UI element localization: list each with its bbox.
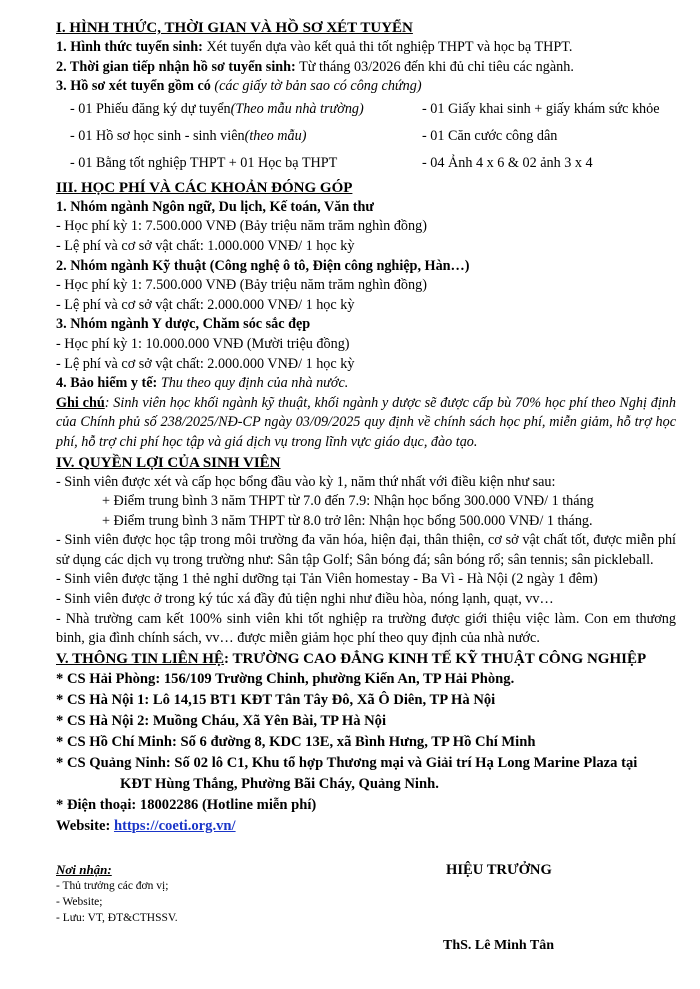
- fee-note: Ghi chú: Sinh viên học khối ngành kỹ thuật, khối ngành y dược sẽ được cấp bù 70% học phí theo Nghị định của Chính phủ số 238/2025/NĐ-CP ngày 03/09/2025 quy định về chính sách học phí, miễn giảm, hỗ trợ học phí, hỗ trợ chi phí học tập và giá dịch vụ trong lĩnh vực giáo dục, đào tạo.: [56, 394, 676, 450]
- fee-group-facility: - Lệ phí và cơ sở vật chất: 2.000.000 VNĐ/ 1 học kỳ: [56, 355, 355, 372]
- scholarship-intro: - Sinh viên được xét và cấp học bổng đầu vào kỳ 1, năm thứ nhất với điều kiện như sau:: [56, 473, 556, 490]
- admission-method: 1. Hình thức tuyển sinh: Xét tuyển dựa vào kết quả thi tốt nghiệp THPT và học bạ THPT.: [56, 39, 573, 55]
- signer-title: HIỆU TRƯỞNG: [446, 862, 552, 878]
- application-period: 2. Thời gian tiếp nhận hồ sơ tuyển sinh: Từ tháng 03/2026 đến khi đủ chỉ tiêu các ngành.: [56, 58, 574, 75]
- recipients-block: [56, 862, 178, 926]
- fee-group-tuition: - Học phí kỳ 1: 10.000.000 VNĐ (Mười triệu đồng): [56, 335, 350, 352]
- campus-address-continued: KĐT Hùng Thắng, Phường Bãi Cháy, Quảng Ninh.: [120, 775, 439, 792]
- recipient-item: - Lưu: VT, ĐT&CTHSSV.: [56, 912, 178, 924]
- doc-item: - 01 Bằng tốt nghiệp THPT + 01 Học bạ THPT: [70, 155, 338, 172]
- doc-item: - 01 Căn cước công dân: [422, 128, 558, 145]
- fee-group-name: 1. Nhóm ngành Ngôn ngữ, Du lịch, Kế toán, Văn thư: [56, 198, 374, 215]
- campus-address: * CS Hải Phòng: 156/109 Trường Chinh, phường Kiến An, TP Hải Phòng.: [56, 670, 515, 687]
- campus-address: * CS Hồ Chí Minh: Số 6 đường 8, KDC 13E, xã Bình Hưng, TP Hồ Chí Minh: [56, 733, 536, 750]
- signer-name: ThS. Lê Minh Tân: [443, 938, 555, 953]
- campus-address: * CS Quảng Ninh: Số 02 lô C1, Khu tổ hợp Thương mại và Giải trí Hạ Long Marine Plaza tại: [56, 754, 638, 771]
- fee-group-tuition: - Học phí kỳ 1: 7.500.000 VNĐ (Bảy triệu năm trăm nghìn đồng): [56, 218, 427, 235]
- section-3-title: III. HỌC PHÍ VÀ CÁC KHOẢN ĐÓNG GÓP: [56, 179, 353, 196]
- doc-item: - 01 Giấy khai sinh + giấy khám sức khỏe: [422, 101, 660, 118]
- section-4-title: IV. QUYỀN LỢI CỦA SINH VIÊN: [56, 454, 281, 471]
- recipient-item: - Thủ trưởng các đơn vị;: [56, 880, 169, 892]
- fee-group-name: 3. Nhóm ngành Y dược, Chăm sóc sắc đẹp: [56, 316, 311, 333]
- recipients-title: Nơi nhận:: [56, 862, 112, 877]
- fee-group-facility: - Lệ phí và cơ sở vật chất: 1.000.000 VNĐ/ 1 học kỳ: [56, 237, 355, 254]
- campus-address: * CS Hà Nội 1: Lô 14,15 BT1 KĐT Tân Tây Đô, Xã Ô Diên, TP Hà Nội: [56, 691, 496, 708]
- benefit-environment: - Sinh viên được học tập trong môi trường đa văn hóa, hiện đại, thân thiện, cơ sở vật chất tốt, được miễn phí sử dụng các dịch vụ trong trường như: Sân tập Golf; Sân bóng đá; sân bóng rổ; sân tennis; sân pickleball.: [56, 532, 676, 568]
- fee-group-facility: - Lệ phí và cơ sở vật chất: 2.000.000 VNĐ/ 1 học kỳ: [56, 296, 355, 313]
- benefit-job: - Nhà trường cam kết 100% sinh viên khi tốt nghiệp ra trường được giới thiệu việc làm. Con em thương binh, gia đình chính sách, vv… được miễn giảm học phí theo quy định của nhà nước.: [56, 610, 676, 647]
- fee-group-tuition: - Học phí kỳ 1: 7.500.000 VNĐ (Bảy triệu năm trăm nghìn đồng): [56, 277, 427, 294]
- health-insurance: 4. Bảo hiểm y tế: Thu theo quy định của nhà nước.: [56, 375, 349, 392]
- doc-item: - 01 Phiếu đăng ký dự tuyển (Theo mẫu nhà trường): [70, 101, 364, 118]
- campus-address: * CS Hà Nội 2: Muồng Cháu, Xã Yên Bài, TP Hà Nội: [56, 712, 387, 729]
- website-link[interactable]: https://coeti.org.vn/: [113, 817, 236, 834]
- doc-item: - 04 Ảnh 4 x 6 & 02 ảnh 3 x 4: [422, 155, 593, 172]
- benefit-dormitory: - Sinh viên được ở trong ký túc xá đầy đủ tiện nghi như điều hòa, nóng lạnh, quạt, vv…: [56, 591, 554, 608]
- doc-item: - 01 Hồ sơ học sinh - sinh viên (theo mẫu): [70, 128, 307, 145]
- hotline: * Điện thoại: 18002286 (Hotline miễn phí): [56, 796, 317, 813]
- scholarship-tier-2: + Điểm trung bình 3 năm THPT từ 8.0 trở lên: Nhận học bổng 500.000 VNĐ/ 1 tháng.: [102, 512, 593, 529]
- fee-group-name: 2. Nhóm ngành Kỹ thuật (Công nghệ ô tô, Điện công nghiệp, Hàn…): [56, 257, 470, 274]
- application-docs-list: [56, 97, 686, 178]
- section-5-title: V. THÔNG TIN LIÊN HỆ: TRƯỜNG CAO ĐẲNG KINH TẾ KỸ THUẬT CÔNG NGHIỆP: [56, 650, 647, 667]
- scholarship-tier-1: + Điểm trung bình 3 năm THPT từ 7.0 đến 7.9: Nhận học bổng 300.000 VNĐ/ 1 tháng: [102, 493, 594, 510]
- recipient-item: - Website;: [56, 896, 103, 908]
- section-1-title: I. HÌNH THỨC, THỜI GIAN VÀ HỒ SƠ XÉT TUYỂN: [56, 20, 413, 36]
- application-docs-heading: 3. Hồ sơ xét tuyển gồm có (các giấy tờ bản sao có công chứng): [56, 78, 422, 95]
- benefit-homestay: - Sinh viên được tặng 1 thẻ nghỉ dưỡng tại Tản Viên homestay - Ba Vì - Hà Nội (2 ngày 1 đêm): [56, 571, 598, 588]
- website-line: Website: https://coeti.org.vn/: [56, 817, 236, 834]
